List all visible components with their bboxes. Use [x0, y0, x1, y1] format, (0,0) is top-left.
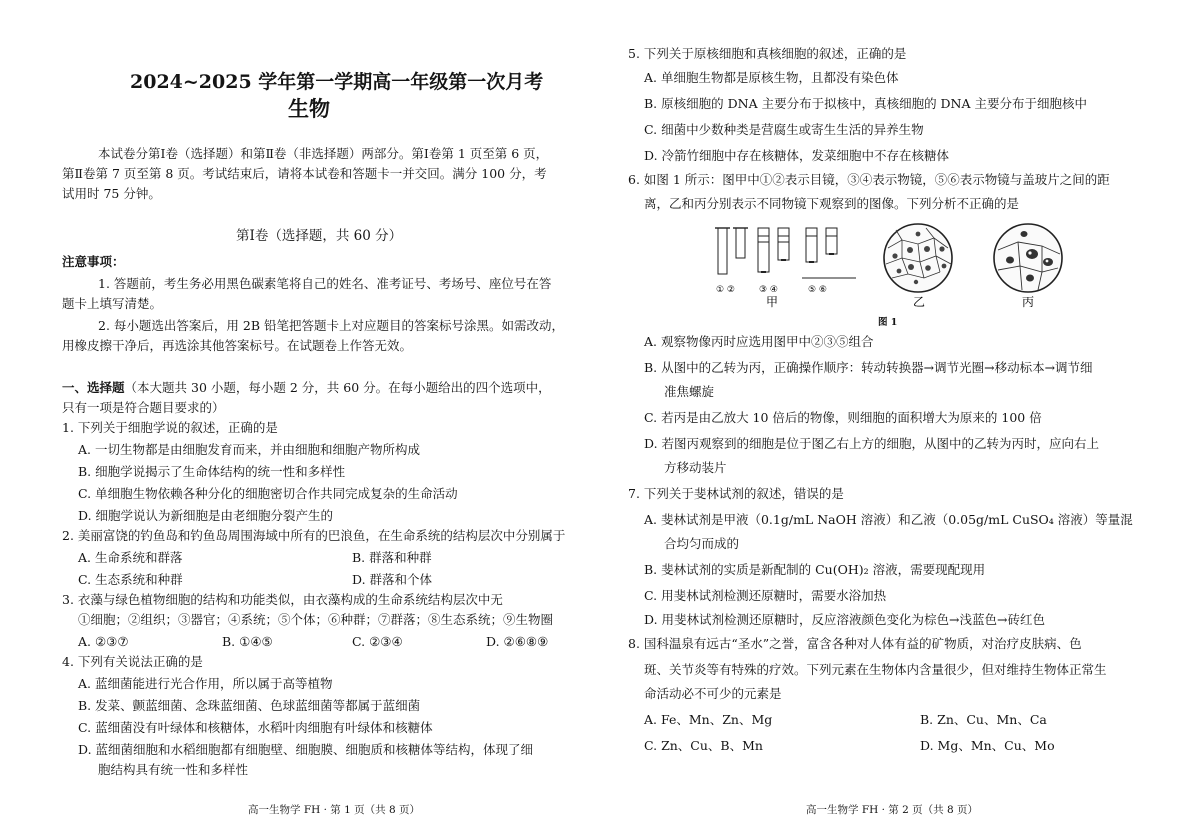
q1-option-d: D. 细胞学说认为新细胞是由老细胞分裂产生的 — [78, 508, 334, 523]
q5-option-a: A. 单细胞生物都是原核生物，且都没有染色体 — [644, 70, 899, 85]
intro-line-2: 第Ⅱ卷第 7 页至第 8 页。考试结束后，请将本试卷和答题卡一并交回。满分 100 分，考 — [62, 166, 547, 181]
q4-option-d-cont: 胞结构具有统一性和多样性 — [98, 762, 249, 777]
q8-option-b: B. Zn、Cu、Mn、Ca — [920, 712, 1047, 727]
q3-option-d: D. ②⑥⑧⑨ — [486, 634, 549, 649]
q2-option-c: C. 生态系统和种群 — [78, 572, 183, 587]
notice-line-4: 用橡皮擦干净后，再选涂其他答案标号。在试题卷上作答无效。 — [62, 338, 413, 353]
q7-option-b: B. 斐林试剂的实质是新配制的 Cu(OH)₂ 溶液，需要现配现用 — [644, 562, 986, 577]
fig-nums-objective: ③ ④ — [759, 285, 778, 295]
q2-option-a: A. 生命系统和群落 — [78, 550, 183, 565]
q1-stem: 1. 下列关于细胞学说的叙述，正确的是 — [62, 420, 278, 435]
q8-option-d: D. Mg、Mn、Cu、Mo — [920, 738, 1055, 753]
q7-stem: 7. 下列关于斐林试剂的叙述，错误的是 — [628, 486, 844, 501]
section1-header — [62, 380, 551, 396]
q5-option-b: B. 原核细胞的 DNA 主要分布于拟核中，真核细胞的 DNA 主要分布于细胞核中 — [644, 96, 1088, 111]
q4-option-a: A. 蓝细菌能进行光合作用，所以属于高等植物 — [78, 676, 333, 691]
q2-option-b: B. 群落和种群 — [352, 550, 432, 565]
exam-subject: 生物 — [288, 96, 330, 121]
eyepiece-1-icon — [715, 228, 730, 274]
q8-option-c: C. Zn、Cu、B、Mn — [644, 738, 763, 753]
fig-nums-distance: ⑤ ⑥ — [808, 285, 827, 295]
notice-title: 注意事项： — [62, 254, 125, 269]
eyepiece-2-icon — [733, 228, 748, 258]
figure-1-caption: 图 1 — [878, 317, 898, 328]
q6-option-b-cont: 准焦螺旋 — [664, 384, 715, 399]
q7-option-d: D. 用斐林试剂检测还原糖时，反应溶液颜色变化为棕色→浅蓝色→砖红色 — [644, 612, 1045, 627]
intro-line-1: 本试卷分第Ⅰ卷（选择题）和第Ⅱ卷（非选择题）两部分。第Ⅰ卷第 1 页至第 6 页， — [98, 146, 549, 161]
q5-option-d: D. 冷箭竹细胞中存在核糖体，发菜细胞中不存在核糖体 — [644, 148, 950, 163]
q4-option-c: C. 蓝细菌没有叶绿体和核糖体，水稻叶肉细胞有叶绿体和核糖体 — [78, 720, 433, 735]
q5-stem: 5. 下列关于原核细胞和真核细胞的叙述，正确的是 — [628, 46, 907, 61]
section1-label: 一、选择题 — [62, 380, 125, 395]
q6-option-d-cont: 方移动装片 — [664, 460, 727, 475]
q2-option-d: D. 群落和个体 — [352, 572, 433, 587]
q1-option-b: B. 细胞学说揭示了生命体结构的统一性和多样性 — [78, 464, 346, 479]
q3-option-b: B. ①④⑤ — [222, 634, 273, 649]
q4-stem: 4. 下列有关说法正确的是 — [62, 654, 203, 669]
q3-option-a: A. ②③⑦ — [78, 634, 129, 649]
objective-6-icon — [826, 228, 837, 254]
page-2-footer: 高一生物学 FH · 第 2 页（共 8 页） — [806, 804, 979, 816]
q6-option-d: D. 若图丙观察到的细胞是位于图乙右上方的细胞，从图中的乙转为丙时，应向右上 — [644, 436, 1100, 451]
q8-stem: 8. 国科温泉有远古“圣水”之誉，富含各种对人体有益的矿物质，对治疗皮肤病、色 — [628, 636, 1082, 651]
q7-option-c: C. 用斐林试剂检测还原糖时，需要水浴加热 — [644, 588, 887, 603]
objective-3-icon — [758, 228, 769, 272]
q3-stem: 3. 衣藻与绿色植物细胞的结构和功能类似，由衣藻构成的生命系统结构层次中无 — [62, 592, 503, 607]
q2-stem: 2. 美丽富饶的钓鱼岛和钓鱼岛周围海域中所有的巴浪鱼，在生命系统的结构层次中分别属于 — [62, 528, 566, 543]
q4-option-d: D. 蓝细菌细胞和水稻细胞都有细胞壁、细胞膜、细胞质和核糖体等结构，体现了细 — [78, 742, 534, 757]
notice-line-3: 2. 每小题选出答案后，用 2B 铅笔把答题卡上对应题目的答案标号涂黑。如需改动， — [98, 318, 564, 333]
notice-line-2: 题卡上填写清楚。 — [62, 296, 163, 311]
fig-label-jia: 甲 — [766, 295, 779, 309]
q5-option-c: C. 细菌中少数种类是营腐生或寄生生活的异养生物 — [644, 122, 924, 137]
notice-line-1: 1. 答题前，考生务必用黑色碳素笔将自己的姓名、准考证号、考场号、座位号在答 — [98, 276, 552, 291]
q7-option-a: A. 斐林试剂是甲液（0.1g/mL NaOH 溶液）和乙液（0.05g/mL CuSO₄ 溶液）等量混 — [644, 512, 1133, 527]
fig-label-bing: 丙 — [1022, 295, 1035, 309]
q8-option-a: A. Fe、Mn、Zn、Mg — [644, 712, 773, 727]
section1-desc-2: 只有一项是符合题目要求的） — [62, 400, 225, 415]
microscope-view-bing — [994, 224, 1062, 292]
intro-line-3: 试用时 75 分钟。 — [62, 186, 161, 201]
q8-stem-cont-1: 斑、关节炎等有特殊的疗效。下列元素在生物体内含量很少，但对维持生物体正常生 — [644, 662, 1107, 677]
q7-option-a-cont: 合均匀而成的 — [664, 536, 740, 551]
part1-heading: 第Ⅰ卷（选择题，共 60 分） — [236, 228, 403, 244]
section1-desc: （本大题共 30 小题，每小题 2 分，共 60 分。在每小题给出的四个选项中， — [124, 380, 551, 395]
fig-label-yi: 乙 — [913, 295, 926, 309]
exam-title: 2024~2025 学年第一学期高一年级第一次月考 — [130, 71, 544, 93]
objective-5-icon — [806, 228, 817, 262]
page-1-footer: 高一生物学 FH · 第 1 页（共 8 页） — [248, 804, 421, 816]
fig-nums-eyepiece: ① ② — [716, 285, 735, 295]
q3-items: ①细胞；②组织；③器官；④系统；⑤个体；⑥种群；⑦群落；⑧生态系统；⑨生物圈 — [78, 612, 554, 627]
q6-option-a: A. 观察物像丙时应选用图甲中②③⑤组合 — [644, 334, 874, 349]
q8-stem-cont-2: 命活动必不可少的元素是 — [644, 686, 782, 701]
q6-stem: 6. 如图 1 所示：图甲中①②表示目镜，③④表示物镜，⑤⑥表示物镜与盖玻片之间的距 — [628, 172, 1110, 187]
q6-stem-cont: 离，乙和丙分别表示不同物镜下观察到的图像。下列分析不正确的是 — [644, 196, 1020, 211]
microscope-view-yi — [884, 224, 952, 292]
q4-option-b: B. 发菜、颤蓝细菌、念珠蓝细菌、色球蓝细菌等都属于蓝细菌 — [78, 698, 421, 713]
q1-option-a: A. 一切生物都是由细胞发育而来，并由细胞和细胞产物所构成 — [78, 442, 420, 457]
objective-4-icon — [778, 228, 789, 260]
q3-option-c: C. ②③④ — [352, 634, 403, 649]
q1-option-c: C. 单细胞生物依赖各种分化的细胞密切合作共同完成复杂的生命活动 — [78, 486, 458, 501]
q6-option-c: C. 若丙是由乙放大 10 倍后的物像，则细胞的面积增大为原来的 100 倍 — [644, 410, 1042, 425]
q6-option-b: B. 从图中的乙转为丙，正确操作顺序：转动转换器→调节光圈→移动标本→调节细 — [644, 360, 1093, 375]
